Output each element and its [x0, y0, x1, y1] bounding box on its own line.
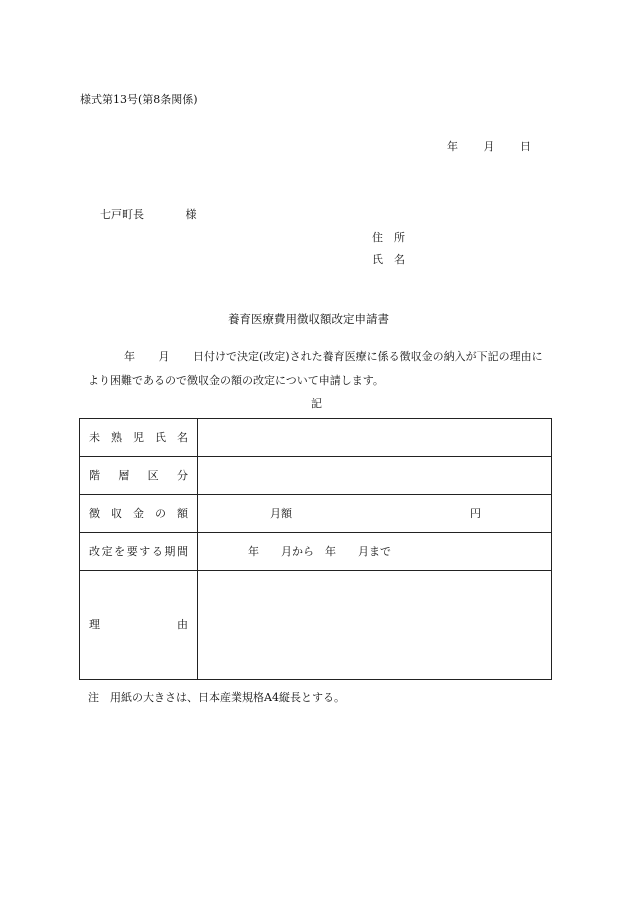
label-cell: [80, 571, 198, 679]
label-cell: [80, 533, 198, 570]
table-row-reason: [80, 571, 551, 679]
date-day-label: 日: [520, 140, 531, 153]
body-text-line-1: [124, 350, 543, 364]
table-row-period: [80, 533, 551, 571]
tier-label: 階 層 区 分: [89, 468, 188, 482]
table-row-tier: [80, 457, 551, 495]
addressee: [100, 208, 197, 222]
addressee-honorific: 様: [185, 208, 197, 221]
label-cell: [80, 495, 198, 532]
period-label: 改 定 を 要 す る 期 間: [89, 544, 188, 558]
body-year-label: 年: [124, 350, 135, 363]
footnote: 注 用紙の大きさは、日本産業規格A4縦長とする。: [88, 691, 345, 704]
label-cell: [80, 419, 198, 456]
ki-mark: 記: [311, 397, 322, 410]
tier-field[interactable]: [198, 457, 551, 494]
date-year-label: 年: [447, 140, 458, 153]
body-text-rest: 日付けで決定(改定)された養育医療に係る徴収金の納入が下記の理由に: [193, 350, 543, 363]
date-line: [447, 140, 531, 154]
amount-field[interactable]: [198, 495, 551, 532]
reason-label: 理 由: [89, 618, 188, 631]
monthly-amount-label: 月額: [270, 506, 292, 520]
applicant-address-label: 住 所: [372, 231, 405, 244]
yen-unit-label: 円: [470, 506, 481, 520]
document-title: 養育医療費用徴収額改定申請書: [228, 312, 389, 326]
table-row-amount: [80, 495, 551, 533]
applicant-name-label: 氏 名: [372, 253, 405, 266]
body-month-label: 月: [158, 350, 170, 363]
table-row-infant-name: [80, 419, 551, 457]
application-table: [79, 418, 552, 680]
label-cell: [80, 457, 198, 494]
amount-label: 徴 収 金 の 額: [89, 506, 188, 520]
form-number: 様式第13号(第8条関係): [80, 93, 198, 106]
period-text: 年 月から 年 月まで: [248, 544, 391, 558]
reason-field[interactable]: [198, 571, 551, 679]
addressee-name: 七戸町長: [100, 208, 144, 221]
date-month-label: 月: [483, 140, 495, 153]
infant-name-label: 未 熟 児 氏 名: [89, 430, 188, 444]
period-field[interactable]: [198, 533, 551, 570]
body-text-line-2: より困難であるので徴収金の額の改定について申請します。: [88, 374, 384, 387]
infant-name-field[interactable]: [198, 419, 551, 456]
